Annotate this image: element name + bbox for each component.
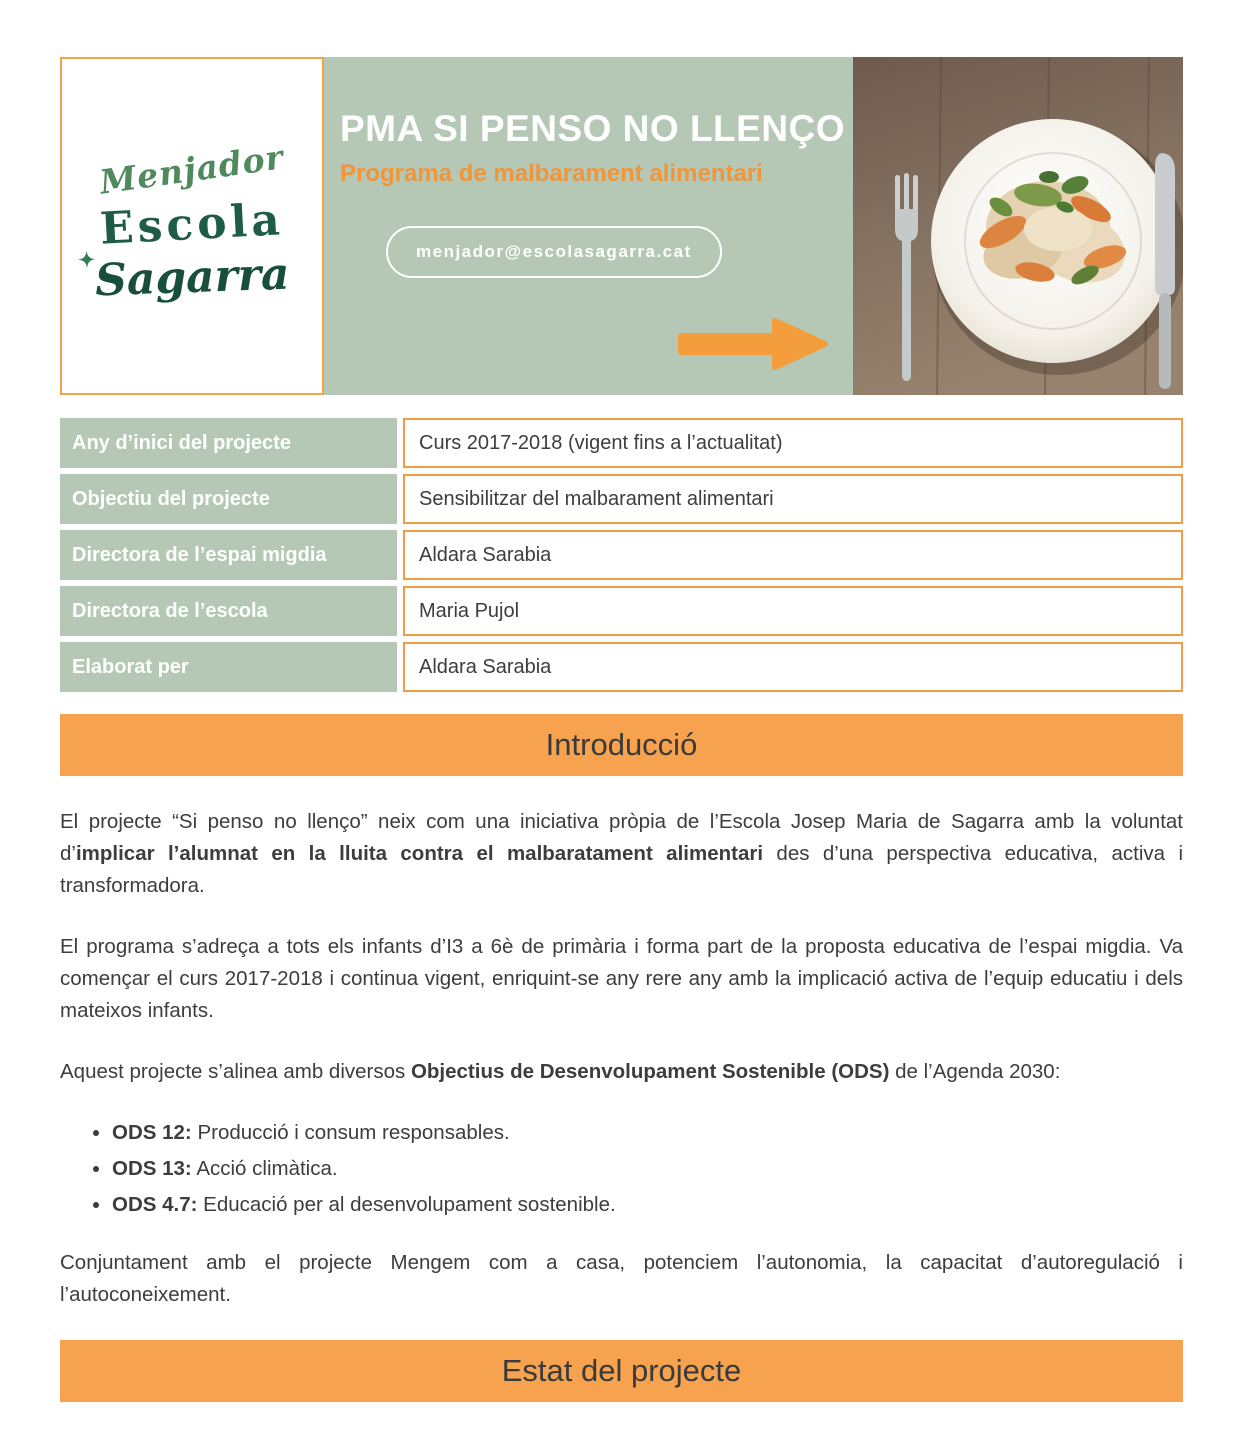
table-row [60,418,1183,468]
p3-text-a: Aquest projecte s’alinea amb diversos [60,1060,411,1083]
section-banner-introduccio [60,714,1183,776]
food-plate-photo [853,57,1183,395]
ods-12-text: Producció i consum responsables. [191,1121,510,1144]
table-row [60,474,1183,524]
food-photo-illustration [853,57,1183,395]
section-title-introduccio: Introducció [545,727,698,762]
logo-text-menjador: Menjador [97,136,287,202]
section-banner-estat [60,1340,1183,1402]
row-label-directora-escola: Directora de l’escola [60,586,397,636]
intro-paragraph-4: Conjuntament amb el projecte Mengem com a casa, potenciem l’autonomia, la capacitat d’autoregulació i l’autoconeixement. [60,1251,1183,1306]
row-value-any-inici: Curs 2017-2018 (vigent fins a l’actualitat) [403,418,1183,468]
email-text: menjador@escolasagarra.cat [416,241,692,261]
row-value-directora-escola: Maria Pujol [403,586,1183,636]
row-label-any-inici: Any d’inici del projecte [60,418,397,468]
p1-bold: implicar l’alumnat en la lluita contra el malbaratament alimentari [75,842,764,865]
arrow-right-icon [677,313,829,375]
project-info-table [60,418,1183,692]
ods-12-label: ODS 12: [112,1121,192,1144]
row-value-elaborat: Aldara Sarabia [403,642,1183,692]
section-title-estat: Estat del projecte [501,1353,742,1388]
row-label-elaborat: Elaborat per [60,642,397,692]
header-title-panel [324,57,853,395]
logo-text-sagarra [77,246,291,306]
logo-sagarra-word: Sagarra [93,248,291,306]
list-item-ods-13 [112,1153,1183,1184]
intro-paragraph-3 [60,1056,1183,1088]
page-subtitle: Programa de malbarament alimentari [340,159,763,187]
table-row [60,642,1183,692]
intro-paragraph-1 [60,806,1183,902]
row-label-directora-migdia: Directora de l’espai migdia [60,530,397,580]
row-value-directora-migdia: Aldara Sarabia [403,530,1183,580]
ods-4-7-label: ODS 4.7: [112,1193,198,1216]
star-icon: ✦ [77,246,96,272]
ods-13-text: Acció climàtica. [191,1157,338,1180]
header [60,57,1183,395]
row-label-objectiu: Objectiu del projecte [60,474,397,524]
list-item-ods-12 [112,1117,1183,1148]
logo-text-escola: Escola [98,193,286,255]
table-row [60,530,1183,580]
p1-text-a: El projecte “Si penso no llenço” neix com una iniciativa pròpia de l’Escola Josep Maria de Sagarra amb la voluntat d’ [60,810,1183,865]
p1-text-c: des d’una perspectiva educativa, activa i transformadora. [60,842,1184,897]
table-row [60,586,1183,636]
ods-list [60,1117,1183,1220]
page-title: PMA SI PENSO NO LLENÇO [340,108,846,149]
ods-4-7-text: Educació per al desenvolupament sostenible. [197,1193,616,1216]
intro-paragraph-2: El programa s’adreça a tots els infants d’I3 a 6è de primària i forma part de la proposta educativa de l’espai migdia. Va començar el curs 2017-2018 i continua vigent, enriquint-se any rere any amb la implicació activa de l’equip educatiu i dels mateixos infants. [60,935,1183,1022]
intro-content [60,806,1183,1311]
p3-bold: Objectius de Desenvolupament Sostenible (ODS) [410,1060,890,1083]
row-value-objectiu: Sensibilitzar del malbarament alimentari [403,474,1183,524]
p3-text-c: de l’Agenda 2030: [889,1060,1061,1083]
school-logo [60,57,324,395]
email-pill[interactable] [386,226,722,278]
ods-13-label: ODS 13: [112,1157,192,1180]
list-item-ods-4-7 [112,1189,1183,1220]
